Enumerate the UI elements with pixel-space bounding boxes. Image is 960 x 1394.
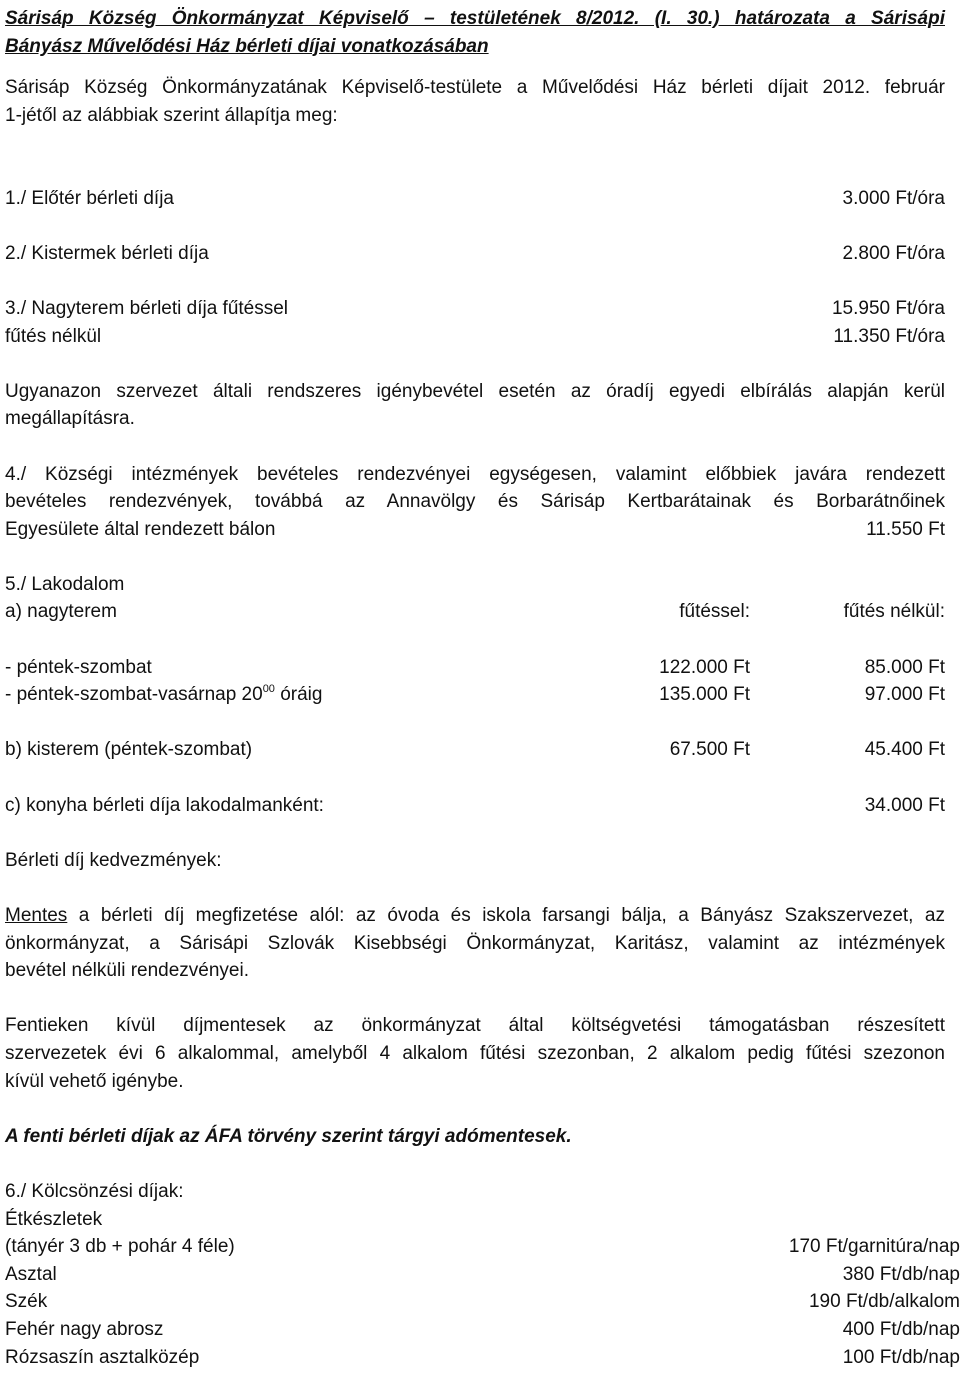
item-3b-price: 11.350 Ft/óra	[833, 325, 945, 347]
wedding-c-label: c) konyha bérleti díja lakodalmanként:	[5, 794, 324, 816]
item-2-price: 2.800 Ft/óra	[842, 242, 945, 264]
document-title-line-2: Bányász Művelődési Ház bérleti díjai vonatkozásában	[5, 35, 489, 57]
loan-title: 6./ Kölcsönzési díjak:	[5, 1180, 184, 1202]
wedding-c-price: 34.000 Ft	[864, 794, 945, 816]
chair-price: 190 Ft/db/alkalom	[808, 1291, 960, 1313]
item-3b-row	[5, 323, 945, 351]
item-1-label: 1./ Előtér bérleti díja	[5, 187, 174, 209]
item-2-label: 2./ Kistermek bérleti díja	[5, 242, 209, 264]
wedding-row-2-heat: 135.000 Ft	[659, 684, 750, 706]
wedding-col-noheat: fűtés nélkül:	[843, 601, 945, 623]
centerpiece-row	[5, 1344, 960, 1372]
wedding-row-2-noheat: 97.000 Ft	[864, 684, 945, 706]
regular-note-line-2: megállapításra.	[5, 408, 135, 430]
wedding-row-1-heat: 122.000 Ft	[659, 656, 750, 678]
wedding-title: 5./ Lakodalom	[5, 573, 125, 595]
wedding-row-2-label: - péntek-szombat-vasárnap $20^{00}$ óráig	[5, 683, 323, 706]
item-4-price: 11.550 Ft	[866, 518, 945, 540]
item-4-line-3: Egyesülete által rendezett bálon	[5, 518, 276, 540]
item-4-line-3-row	[5, 516, 945, 544]
tablecloth-label: Fehér nagy abrosz	[5, 1318, 164, 1340]
cutlery-row	[5, 1233, 960, 1261]
cutlery-label: Étkészletek	[5, 1208, 103, 1230]
wedding-row-1-noheat: 85.000 Ft	[864, 656, 945, 678]
item-3-row	[5, 295, 945, 323]
regular-note-line-1: Ugyanazon szervezet általi rendszeres igénybevétel esetén az óradíj egyedi elbírálás alapján kerül	[5, 380, 945, 402]
wedding-c-row	[5, 792, 945, 820]
wedding-row-1	[5, 654, 945, 682]
free-line-1: Fentieken kívül díjmentesek az önkormányzat által költségvetési támogatásban részesített	[5, 1015, 945, 1037]
wedding-b-row	[5, 736, 945, 764]
wedding-header-row	[5, 598, 945, 626]
item-3-price: 15.950 Ft/óra	[831, 297, 945, 319]
item-1-row	[5, 185, 945, 213]
document-page	[5, 0, 960, 1371]
vat-note: A fenti bérleti díjak az ÁFA törvény szerint tárgyi adómentesek.	[5, 1125, 572, 1147]
intro-line-1: Sárisáp Község Önkormányzatának Képviselő-testülete a Művelődési Ház bérleti díjait 2012. február	[5, 77, 945, 99]
tablecloth-row	[5, 1316, 960, 1344]
centerpiece-price: 100 Ft/db/nap	[842, 1346, 960, 1368]
free-line-3: kívül vehető igénybe.	[5, 1070, 184, 1092]
discounts-heading: Bérleti díj kedvezmények:	[5, 849, 222, 871]
item-1-price: 3.000 Ft/óra	[842, 187, 945, 209]
document-title-line-1: Sárisáp Község Önkormányzat Képviselő – testületének 8/2012. (I. 30.) határozata a Sárisápi	[5, 8, 945, 29]
wedding-b-noheat: 45.400 Ft	[864, 739, 945, 761]
tablecloth-price: 400 Ft/db/nap	[842, 1318, 960, 1340]
table-row	[5, 1261, 960, 1289]
wedding-b-label: b) kisterem (péntek-szombat)	[5, 739, 253, 761]
table-price: 380 Ft/db/nap	[842, 1263, 960, 1285]
cutlery-detail: (tányér 3 db + pohár 4 féle)	[5, 1236, 235, 1258]
chair-label: Szék	[5, 1291, 48, 1313]
item-3b-label: fűtés nélkül	[5, 325, 102, 347]
wedding-col-heat: fűtéssel:	[679, 601, 750, 623]
wedding-row-1-label: - péntek-szombat	[5, 656, 152, 678]
item-4-line-1: 4./ Községi intézmények bevételes rendezvényei egységesen, valamint előbbiek javára rendezett	[5, 463, 945, 485]
item-3-label: 3./ Nagyterem bérleti díja fűtéssel	[5, 297, 289, 319]
wedding-a-label: a) nagyterem	[5, 601, 117, 623]
exempt-line-2: önkormányzat, a Sárisápi Szlovák Kisebbségi Önkormányzat, Karitász, valamint az intézmények	[5, 932, 945, 954]
item-4-line-2: bevételes rendezvények, továbbá az Annavölgy és Sárisáp Kertbarátainak és Borbarátnőinek	[5, 491, 945, 513]
item-2-row	[5, 240, 945, 268]
cutlery-price: 170 Ft/garnitúra/nap	[788, 1236, 960, 1258]
table-label: Asztal	[5, 1263, 57, 1285]
chair-row	[5, 1288, 960, 1316]
exempt-word: Mentes	[5, 905, 68, 926]
wedding-row-2	[5, 681, 945, 709]
intro-line-2: 1-jétől az alábbiak szerint állapítja meg:	[5, 104, 338, 126]
exempt-line-3: bevétel nélküli rendezvényei.	[5, 960, 249, 982]
wedding-b-heat: 67.500 Ft	[669, 739, 750, 761]
free-line-2: szervezetek évi 6 alkalommal, amelyből 4 alkalom fűtési szezonban, 2 alkalom pedig fűtési szezonon	[5, 1042, 945, 1064]
centerpiece-label: Rózsaszín asztalközép	[5, 1346, 200, 1368]
exempt-line-1: Mentes a bérleti díj megfizetése alól: az óvoda és iskola farsangi bálja, a Bányász Szakszervezet, az	[5, 905, 945, 926]
